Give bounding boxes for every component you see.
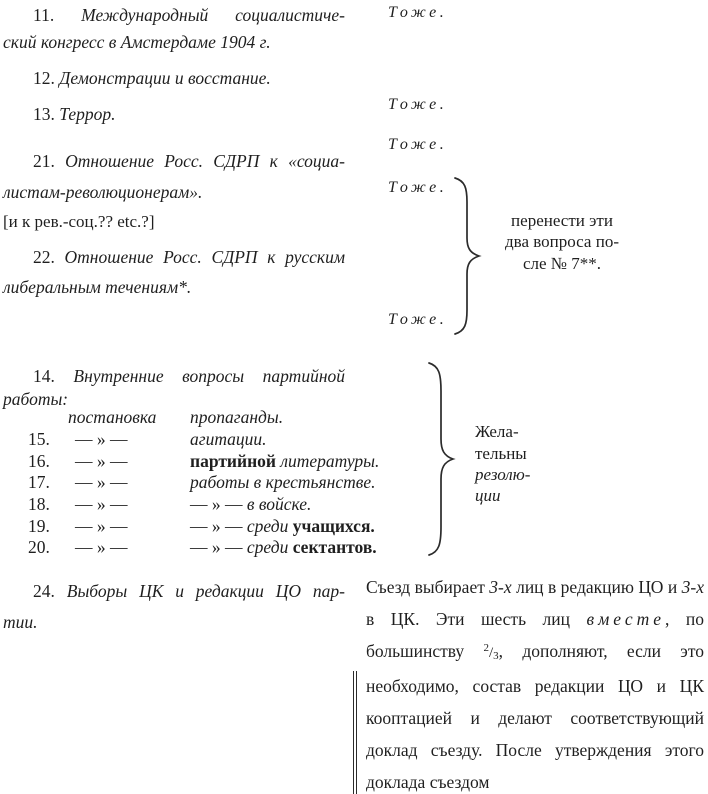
table-row-17: [0, 472, 420, 494]
item-21-line-2: листам-революционерам».: [3, 182, 203, 202]
item-12-number: 12.: [33, 68, 55, 88]
item-22-line-2: либеральным течениям*.: [3, 277, 192, 297]
item-24-text-1: Выборы ЦК и редакции ЦО пар-: [66, 581, 346, 601]
item-13-line: [33, 104, 116, 124]
double-margin-rule: [353, 671, 357, 794]
row-16-italic: литературы.: [280, 451, 380, 471]
paragraph-seg-6: вместе: [586, 609, 665, 629]
table-header-col2: пропаганды.: [190, 407, 284, 427]
paragraph-seg-5: в ЦК. Эти шесть лиц: [366, 609, 587, 629]
row-18-italic: в войске.: [246, 494, 312, 514]
item-14-number: 14.: [33, 366, 55, 386]
row-15-text: агитации.: [190, 429, 267, 449]
item-24-line-1: [3, 581, 345, 601]
row-19-ditto-2: — » —: [190, 516, 243, 536]
tozhe-note-3: Тоже.: [388, 136, 448, 153]
row-19-italic: среди: [246, 516, 289, 536]
tozhe-note-1: Тоже.: [388, 4, 448, 21]
row-20-number: 20.: [28, 537, 50, 557]
row-17-ditto: — » —: [75, 472, 128, 492]
table-header-col1: постановка: [68, 407, 157, 427]
item-21-number: 21.: [33, 151, 55, 171]
two-thirds-fraction: [484, 641, 499, 661]
item-11-number: 11.: [33, 5, 55, 25]
paragraph-seg-2: 3-х: [489, 577, 512, 597]
item-14-text-1: Внутренние вопросы партийной: [73, 366, 346, 386]
row-20-text: [190, 537, 377, 558]
row-20-italic: среди: [246, 537, 289, 557]
row-18-text: [190, 494, 311, 515]
desirable-note-line-1: Жела-: [475, 422, 519, 441]
table-row-19: [0, 516, 420, 538]
table-row-15: [0, 429, 420, 451]
row-15-number: 15.: [28, 429, 50, 449]
row-15-ditto: — » —: [75, 429, 128, 449]
item-12-text: Демонстрации и восстание.: [59, 68, 271, 88]
desirable-note-line-3: резолю-: [475, 465, 531, 484]
row-16-text: [190, 451, 379, 472]
table-row-20: [0, 537, 420, 559]
curly-brace-move-group-icon: [452, 176, 482, 336]
row-19-number: 19.: [28, 516, 50, 536]
tozhe-note-4: Тоже.: [388, 179, 448, 196]
item-22-line-1: [3, 247, 345, 267]
resolution-paragraph: [366, 571, 704, 794]
item-13-text: Террор.: [59, 104, 116, 124]
item-24-number: 24.: [33, 581, 55, 601]
item-21-bracket-note: [и к рев.-соц.?? etc.?]: [3, 212, 155, 231]
item-14-line-2: работы:: [3, 389, 69, 409]
row-16-bold: партийной: [190, 451, 277, 471]
row-19-ditto: — » —: [75, 516, 128, 536]
fraction-numerator: 2: [483, 642, 489, 654]
row-17-text: работы в крестьянстве.: [190, 472, 376, 492]
row-18-ditto-2: — » —: [190, 494, 243, 514]
paragraph-seg-1: Съезд выбирает: [366, 577, 490, 597]
item-14-line-1: [3, 366, 345, 386]
row-20-bold: сектантов.: [292, 537, 377, 557]
item-22-text-1: Отношение Росс. СДРП к русским: [64, 247, 345, 267]
item-13-number: 13.: [33, 104, 55, 124]
row-18-number: 18.: [28, 494, 50, 514]
move-note-line-1: перенести эти: [511, 211, 613, 230]
row-19-bold: учащихся.: [292, 516, 375, 536]
paragraph-seg-8: , дополняют, если это необходимо, состав редакции ЦО и ЦК кооптацией и делают соответствующий доклад съезду. После утверждения этого доклада съездом: [366, 641, 704, 792]
desirable-note-line-4: ции: [475, 486, 501, 505]
tozhe-note-5: Тоже.: [388, 311, 448, 328]
row-20-ditto-2: — » —: [190, 537, 243, 557]
row-17-number: 17.: [28, 472, 50, 492]
item-11-text-1: Международный социалистиче-: [81, 5, 345, 25]
row-16-ditto: — » —: [75, 451, 128, 471]
item-24-line-2: тии.: [3, 612, 38, 632]
tozhe-note-2: Тоже.: [388, 96, 448, 113]
fraction-slash: /: [489, 645, 494, 661]
move-note-line-3: сле № 7**.: [522, 254, 602, 273]
item-22-number: 22.: [33, 247, 55, 267]
fraction-denominator: 3: [493, 650, 499, 662]
item-11-line-2: ский конгресс в Амстердаме 1904 г.: [3, 32, 271, 52]
table-row-16: [0, 451, 420, 473]
paragraph-seg-3: лиц в редакцию ЦО и: [511, 577, 682, 597]
move-note-line-2: два вопроса по-: [505, 232, 619, 251]
row-20-ditto: — » —: [75, 537, 128, 557]
row-16-number: 16.: [28, 451, 50, 471]
paragraph-seg-7: , по большинству: [366, 609, 704, 661]
curly-brace-resolutions-group-icon: [426, 361, 456, 557]
item-12-line: [33, 68, 271, 88]
desirable-note-line-2: тельны: [475, 444, 527, 463]
item-21-text-1: Отношение Росс. СДРП к «социа-: [65, 151, 345, 171]
table-header-row: [0, 407, 420, 429]
item-21-line-1: [3, 151, 345, 171]
item-11-line-1: [3, 5, 345, 25]
paragraph-seg-4: 3-х: [681, 577, 704, 597]
table-row-18: [0, 494, 420, 516]
row-18-ditto: — » —: [75, 494, 128, 514]
row-19-text: [190, 516, 375, 537]
